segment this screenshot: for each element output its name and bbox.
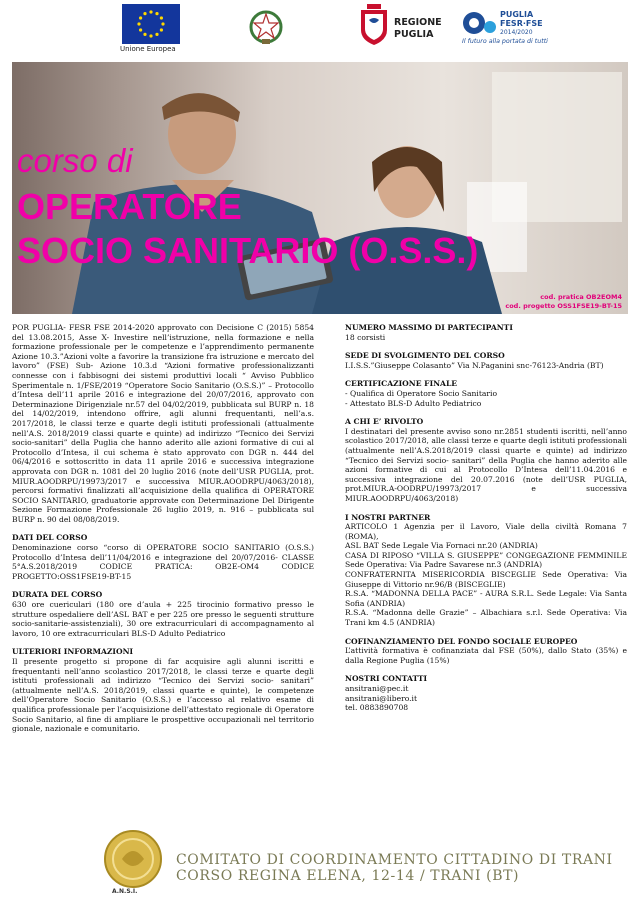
ansi-seal-icon (102, 829, 164, 891)
hero-banner (12, 62, 628, 314)
cofin-text: L’attività formativa è cofinanziata dal FSE (50%), dallo Stato (35%) e dalla Regione Puglia (15%) (345, 646, 627, 665)
fesr-fse-mark-icon (463, 10, 497, 36)
sede-heading: SEDE DI SVOLGIMENTO DEL CORSO (345, 351, 505, 361)
footer-line2: CORSO REGINA ELENA, 12-14 / TRANI (BT) (176, 868, 520, 884)
dati-heading: DATI DEL CORSO (12, 533, 88, 543)
list-item: - Qualifica di Operatore Socio Sanitario (345, 388, 498, 398)
cert-heading: CERTIFICAZIONE FINALE (345, 379, 458, 389)
partner-item: R.S.A. “Madonna delle Grazie” – Albachiara s.r.l. Sede Operativa: Via Trani km 4.5 (ANDRIA) (345, 608, 627, 628)
footer-line1: COMITATO DI COORDINAMENTO CITTADINO DI TRANI (176, 852, 613, 868)
dati-text: Denominazione corso “corso di OPERATORE SOCIO SANITARIO (O.S.S.) Protocollo d’Intesa dell’11/04/2016 e integrazione del 20/07/2016- CLASSE 5°A.S.2018/2019 CODICE PRATICA: OB2E-OM4 CODICE PROGETTO:OSS1FSE19-BT-15 (12, 543, 314, 581)
regione-line1: REGIONE (394, 17, 442, 28)
title-line3: SOCIO SANITARIO (O.S.S.) (17, 230, 479, 271)
ansi-label: A.N.S.I. (112, 888, 138, 895)
contatti-heading: NOSTRI CONTATTI (345, 674, 428, 684)
cofin-heading: COFINANZIAMENTO DEL FONDO SOCIALE EUROPEO (345, 636, 578, 646)
numero-heading: NUMERO MASSIMO DI PARTECIPANTI (345, 323, 513, 332)
partner-item: CASA DI RIPOSO “VILLA S. GIUSEPPE” CONGEGAZIONE FEMMINILE Sede Operativa: Via Padre Savarese nr.3 (ANDRIA) (345, 550, 627, 570)
partner-item: ASL BAT Sede Legale Via Fornaci nr.20 (ANDRIA) (345, 541, 538, 551)
ulteriori-heading: ULTERIORI INFORMAZIONI (12, 647, 134, 657)
left-column (12, 323, 314, 734)
fesr-sub: FESR·FSE (500, 19, 543, 28)
chi-heading: A CHI E’ RIVOLTO (345, 417, 424, 427)
logo-bar (0, 0, 640, 62)
regione-puglia-shield-icon (359, 4, 389, 46)
cod-progetto: cod. progetto OSS1FSE19-BT-15 (505, 302, 622, 310)
contact-email[interactable]: ansitrani@libero.it (345, 693, 418, 703)
regione-line2: PUGLIA (394, 29, 434, 40)
list-item: - Attestato BLS-D Adulto Pediatrico (345, 398, 482, 408)
numero-text: 18 corsisti (345, 332, 386, 342)
ulteriori-text: Il presente progetto si propone di far acquisire agli alunni iscritti e frequentanti nell’anno scolastico 2017/2018, le classi terze e quarte degli istituti professionali ad indirizzo “Tecnico dei Servizi socio- sanitari” (attualmente nell’A.S. 2018/2019, classi quarte e quinte), le competenze dell’Operatore Socio Sanitario (O.S.S.) e l’accesso al relativo esame di qualifica professionale per l’acquisizione dell’attestato regionale di Operatore Socio Sanitario, al fine di ampliare le prospettive occupazionali nel territorio gionale, nazionale e comunitario. (12, 657, 314, 734)
sede-text: I.I.S.S.”Giuseppe Colasanto” Via N.Paganini snc-76123-Andria (BT) (345, 360, 604, 370)
cert-list (345, 389, 627, 408)
partner-item: CONFRATERNITA MISERICORDIA BISCEGLIE Sede Operativa: Via Giuseppe di Vittorio nr.96/B (BISCEGLIE) (345, 570, 627, 589)
regione-puglia-label (394, 17, 442, 41)
durata-heading: DURATA DEL CORSO (12, 590, 103, 600)
title-line2: OPERATORE (17, 186, 242, 227)
contact-phone[interactable]: tel. 0883890708 (345, 703, 409, 713)
cod-pratica: cod. pratica OB2EOM4 (540, 293, 622, 301)
intro-paragraph: POR PUGLIA- FESR FSE 2014-2020 approvato con Decisione C (2015) 5854 del 13.08.2015, Asse X- Investire nell’istruzione, nella formazione e nella formazione professionale per le competenze e l’apprendimento permanente Azione 10.3.”Azioni volte a favorire la transizione fra istruzione e mercato del lavoro” (FSE) Sub- Azione 10.3.d “Azioni formative professionalizzanti connesse con i fabbisogni dei sistemi produttivi locali “ Avviso Pubblico Sperimentale n. 1/FSE/2019 “Operatore Socio Sanitario (O.S.S.)” – Protocollo d’Intesa dell’11 aprile 2016 e integrazione del 20/07/2016, approvato con Determinazione Dirigenziale nr.57 del 04/02/2019, pubblicata sul BURP n. 18 del 14/02/2019, intendono offrire, agli alunni frequentanti, nell’a.s. 2017/2018, le classi terze e quarte degli istituti professionali (attualmente nell’A.S. 2018/2019 classi quarte e quinte) ad indirizzo “Tecnico dei Servizi socio-sanitari” della Puglia che hanno aderito alle azioni formative di cui al Protocollo d’Intesa, il cui schema è stato approvato con DGR n. 444 del 06/4/2016 e sottoscritto in data 11 aprile 2016 e successiva integrazione approvata con DGR n. 1081 del 20 luglio 2016 (note dell’USR PUGLIA, prot. MIUR.AOODRPU/19973/2017 e successiva MIUR.AOODRPU/4063/2018), percorsi formativi finalizzati all’acquisizione della qualifica di OPERATORE SOCIO SANITARIO, graduatorie approvate con Determinazione Del Dirigente Sezione Formazione Professionale 26 luglio 2019, n. 916 – pubblicata sul BURP n. 90 del 08/08/2019. (12, 323, 314, 524)
chi-text: I destinatari del presente avviso sono nr.2851 studenti iscritti, nell’anno scolastico 2017/2018, alle classi terze e quarte degli istituti professionali (attualmente nell’A.S.2018/2019 classi quarte e quinte) ad indirizzo “Tecnico dei Servizi socio- sanitari” della Puglia che hanno aderito alle azioni formative di cui al Protocollo D’Intesa dell’11.04.2016 e successiva integrazione del 20.07.2016 (note dell’USR PUGLIA, prot.MIUR.A-OODRPU/19973/2017 e successiva MIUR.AOODRPU/4063/2018) (345, 426, 627, 503)
fesr-years: 2014/2020 (500, 29, 533, 36)
eu-label: Unione Europea (120, 45, 176, 53)
right-column (345, 323, 627, 713)
italian-emblem-icon (246, 5, 286, 49)
partner-heading: I NOSTRI PARTNER (345, 512, 431, 522)
fesr-claim: Il futuro alla portata di tutti (462, 38, 548, 45)
eu-flag-icon (122, 4, 180, 44)
fesr-fse-label (500, 10, 543, 37)
fesr-title: PUGLIA (500, 10, 534, 19)
title-line1: corso di (17, 142, 133, 179)
contact-email-pec[interactable]: ansitrani@pec.it (345, 684, 409, 693)
partner-item: ARTICOLO 1 Agenzia per il Lavoro, Viale della civiltà Romana 7 (ROMA), (345, 522, 627, 541)
partner-item: R.S.A. “MADONNA DELLA PACE” - AURA S.R.L. Sede Legale: Via Santa Sofia (ANDRIA) (345, 589, 627, 608)
durata-text: 630 ore cuericulari (180 ore d’aula + 225 tirocinio formativo presso le strutture ospedaliere dell’ASL BAT e per 225 ore presso le seguenti strutture socio-sanitarie-assistenziali), 30 ore extracurriculari di accompagnamento al lavoro, 10 ore extracurriculari BLS-D Adulto Pediatrico (12, 600, 314, 638)
